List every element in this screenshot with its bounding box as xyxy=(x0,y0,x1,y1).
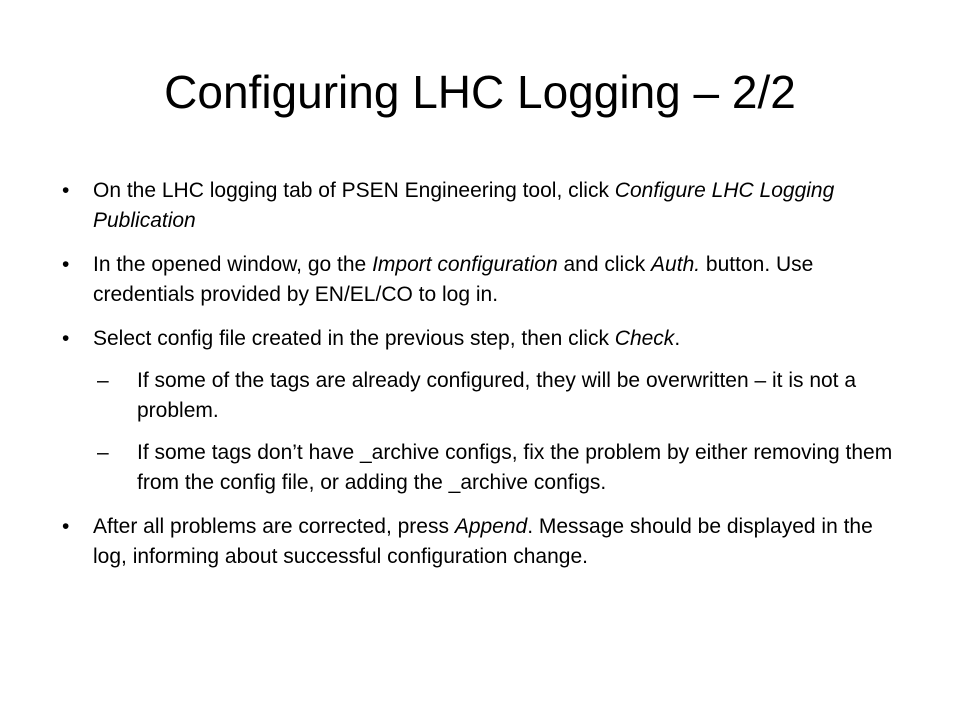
emphasis-text: Configure LHC Logging Publication xyxy=(93,179,835,232)
emphasis-text: Check xyxy=(614,327,675,350)
bullet-item xyxy=(62,512,912,572)
bullet-list xyxy=(62,176,912,572)
sub-bullet-dash: – xyxy=(97,369,109,392)
text-run: button. Use credentials provided by EN/EL/CO to log in. xyxy=(93,253,814,306)
slide-title: Configuring LHC Logging – 2/2 xyxy=(164,66,796,118)
bullet-item xyxy=(62,250,912,310)
sub-bullet-item xyxy=(93,366,912,426)
sub-bullet-text: If some tags don’t have _archive configs, fix the problem by either removing them from the config file, or adding the _archive configs. xyxy=(137,441,893,494)
sub-bullet-item xyxy=(93,438,912,498)
bullet-dot: • xyxy=(62,179,70,202)
bullet-text xyxy=(93,327,680,350)
bullet-dot: • xyxy=(62,327,70,350)
emphasis-text: Import configuration xyxy=(372,253,558,276)
sub-bullet-dash: – xyxy=(97,441,109,464)
bullet-item xyxy=(62,176,912,236)
bullet-text xyxy=(93,515,873,568)
text-run: Select config file created in the previous step, then click xyxy=(93,327,615,350)
text-run: On the LHC logging tab of PSEN Engineering tool, click xyxy=(93,179,615,202)
text-run: and click xyxy=(557,253,652,276)
sub-bullet-list xyxy=(93,366,912,498)
bullet-text xyxy=(93,179,834,232)
bullet-dot: • xyxy=(62,253,70,276)
text-run: . xyxy=(674,327,681,350)
bullet-text xyxy=(93,253,813,306)
text-run: After all problems are corrected, press xyxy=(93,515,455,538)
emphasis-text: Auth. xyxy=(651,253,701,276)
sub-bullet-text: If some of the tags are already configured, they will be overwritten – it is not a problem. xyxy=(137,369,857,422)
text-run: In the opened window, go the xyxy=(93,253,373,276)
bullet-dot: • xyxy=(62,515,70,538)
emphasis-text: Append xyxy=(454,515,528,538)
text-run: . Message should be displayed in the log, informing about successful configuration change. xyxy=(93,515,873,568)
bullet-item xyxy=(62,324,912,498)
